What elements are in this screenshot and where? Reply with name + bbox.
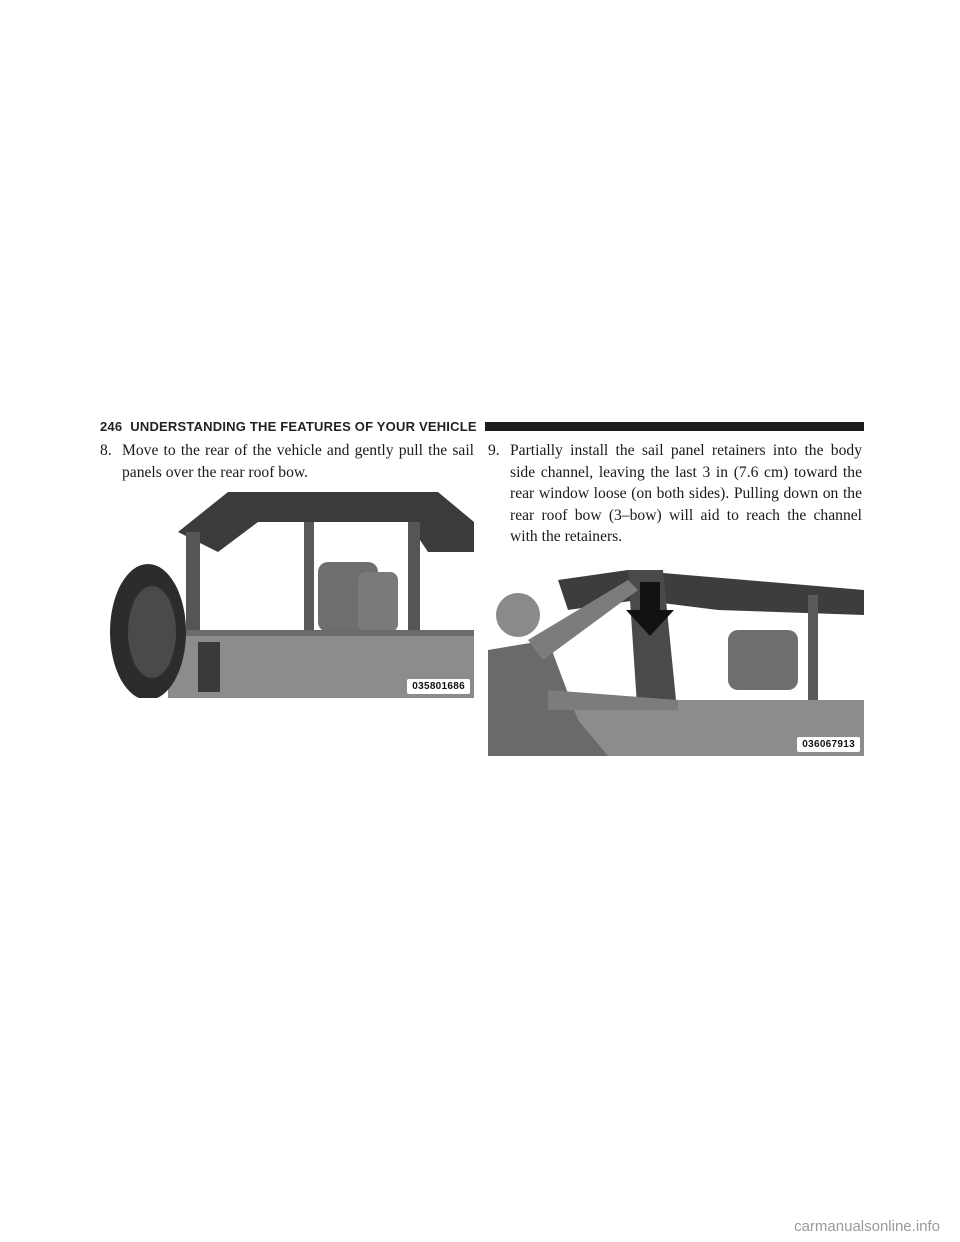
page-number: 246	[100, 418, 123, 434]
step-8	[100, 440, 474, 483]
step-number: 9.	[488, 442, 500, 459]
figure-code: 035801686	[407, 679, 470, 694]
page-header	[100, 418, 864, 434]
step-9	[488, 440, 862, 548]
step-text: Move to the rear of the vehicle and gently pull the sail panels over the rear roof bow.	[122, 442, 474, 481]
header-rule	[485, 422, 864, 431]
step-number: 8.	[100, 442, 112, 459]
figure-install-retainers	[488, 570, 864, 756]
figure-code: 036067913	[797, 737, 860, 752]
figure-sail-panels-rear-bow	[108, 492, 474, 698]
step-text: Partially install the sail panel retainers into the body side channel, leaving the last 3 in (7.6 cm) toward the rear window loose (on both sides). Pulling down on the rear roof bow (3–bow) will aid to reach the channel with the retainers.	[510, 442, 862, 545]
right-column	[488, 440, 862, 548]
watermark: carmanualsonline.info	[794, 1218, 940, 1235]
left-column	[100, 440, 474, 483]
section-title: UNDERSTANDING THE FEATURES OF YOUR VEHICLE	[130, 418, 477, 434]
person-installing-retainers-illustration	[488, 570, 864, 756]
vehicle-rear-illustration	[108, 492, 474, 698]
